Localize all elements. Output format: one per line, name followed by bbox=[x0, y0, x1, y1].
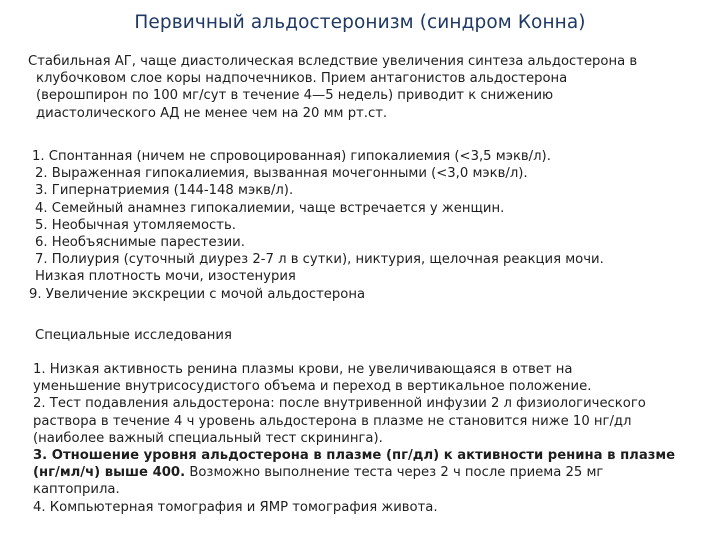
signs-list-item: 3. Гипернатриемия (144-148 мэкв/л). bbox=[35, 183, 294, 199]
intro-line: диастолического АД не менее чем на 20 мм рт.ст. bbox=[36, 105, 388, 121]
intro-line: клубочковом слое коры надпочечников. Прием антагонистов альдостерона bbox=[36, 71, 568, 87]
tests-line: раствора в течение 4 ч уровень альдостерона в плазме не становится ниже 10 нг/дл bbox=[33, 413, 632, 429]
intro-line: (верошпирон по 100 мг/сут в течение 4—5 недель) приводит к снижению bbox=[36, 88, 554, 104]
signs-list-item: 1. Спонтанная (ничем не спровоцированная) гипокалиемия (<3,5 мэкв/л). bbox=[32, 149, 551, 164]
intro-line: Стабильная АГ, чаще диастолическая вследствие увеличения синтеза альдостерона в bbox=[28, 54, 638, 69]
tests-line: (наиболее важный специальный тест скрининга). bbox=[33, 430, 383, 446]
tests-line: уменьшение внутрисосудистого объема и переход в вертикальное положение. bbox=[33, 379, 592, 395]
signs-list-item: Низкая плотность мочи, изостенурия bbox=[35, 269, 296, 285]
tests-line: каптоприла. bbox=[33, 482, 120, 498]
tests-list bbox=[33, 361, 713, 516]
signs-list-item: 5. Необычная утомляемость. bbox=[35, 217, 236, 233]
test3-bold-text: 3. Отношение уровня альдостерона в плазме (пг/дл) к активности ренина в плазме bbox=[33, 448, 676, 464]
signs-list-item: 9. Увеличение экскреции с мочой альдостерона bbox=[29, 286, 366, 302]
special-studies-heading: Специальные исследования bbox=[35, 328, 232, 343]
intro-paragraph bbox=[28, 53, 712, 122]
signs-list-item: 6. Необъяснимые парестезии. bbox=[35, 235, 245, 251]
tests-line bbox=[33, 447, 713, 464]
signs-list bbox=[29, 148, 712, 303]
tests-line: 2. Тест подавления альдостерона: после внутривенной инфузии 2 л физиологического bbox=[33, 396, 646, 412]
test3-text: Возможно выполнение теста через 2 ч после приема 25 мг bbox=[185, 465, 604, 481]
signs-list-item: 2. Выраженная гипокалиемия, вызванная мочегонными (<3,0 мэкв/л). bbox=[35, 166, 528, 182]
signs-list-item: 4. Семейный анамнез гипокалиемии, чаще встречается у женщин. bbox=[35, 200, 505, 216]
tests-line: 4. Компьютерная томография и ЯМР томография живота. bbox=[33, 499, 438, 515]
tests-line: 1. Низкая активность ренина плазмы крови, не увеличивающаяся в ответ на bbox=[33, 362, 573, 377]
test3-bold-text: (нг/мл/ч) выше 400. bbox=[33, 465, 186, 481]
slide-title: Первичный альдостеронизм (синдром Конна) bbox=[134, 12, 586, 33]
signs-list-item: 7. Полиурия (суточный диурез 2-7 л в сутки), никтурия, щелочная реакция мочи. bbox=[35, 252, 604, 268]
tests-line bbox=[33, 464, 713, 481]
